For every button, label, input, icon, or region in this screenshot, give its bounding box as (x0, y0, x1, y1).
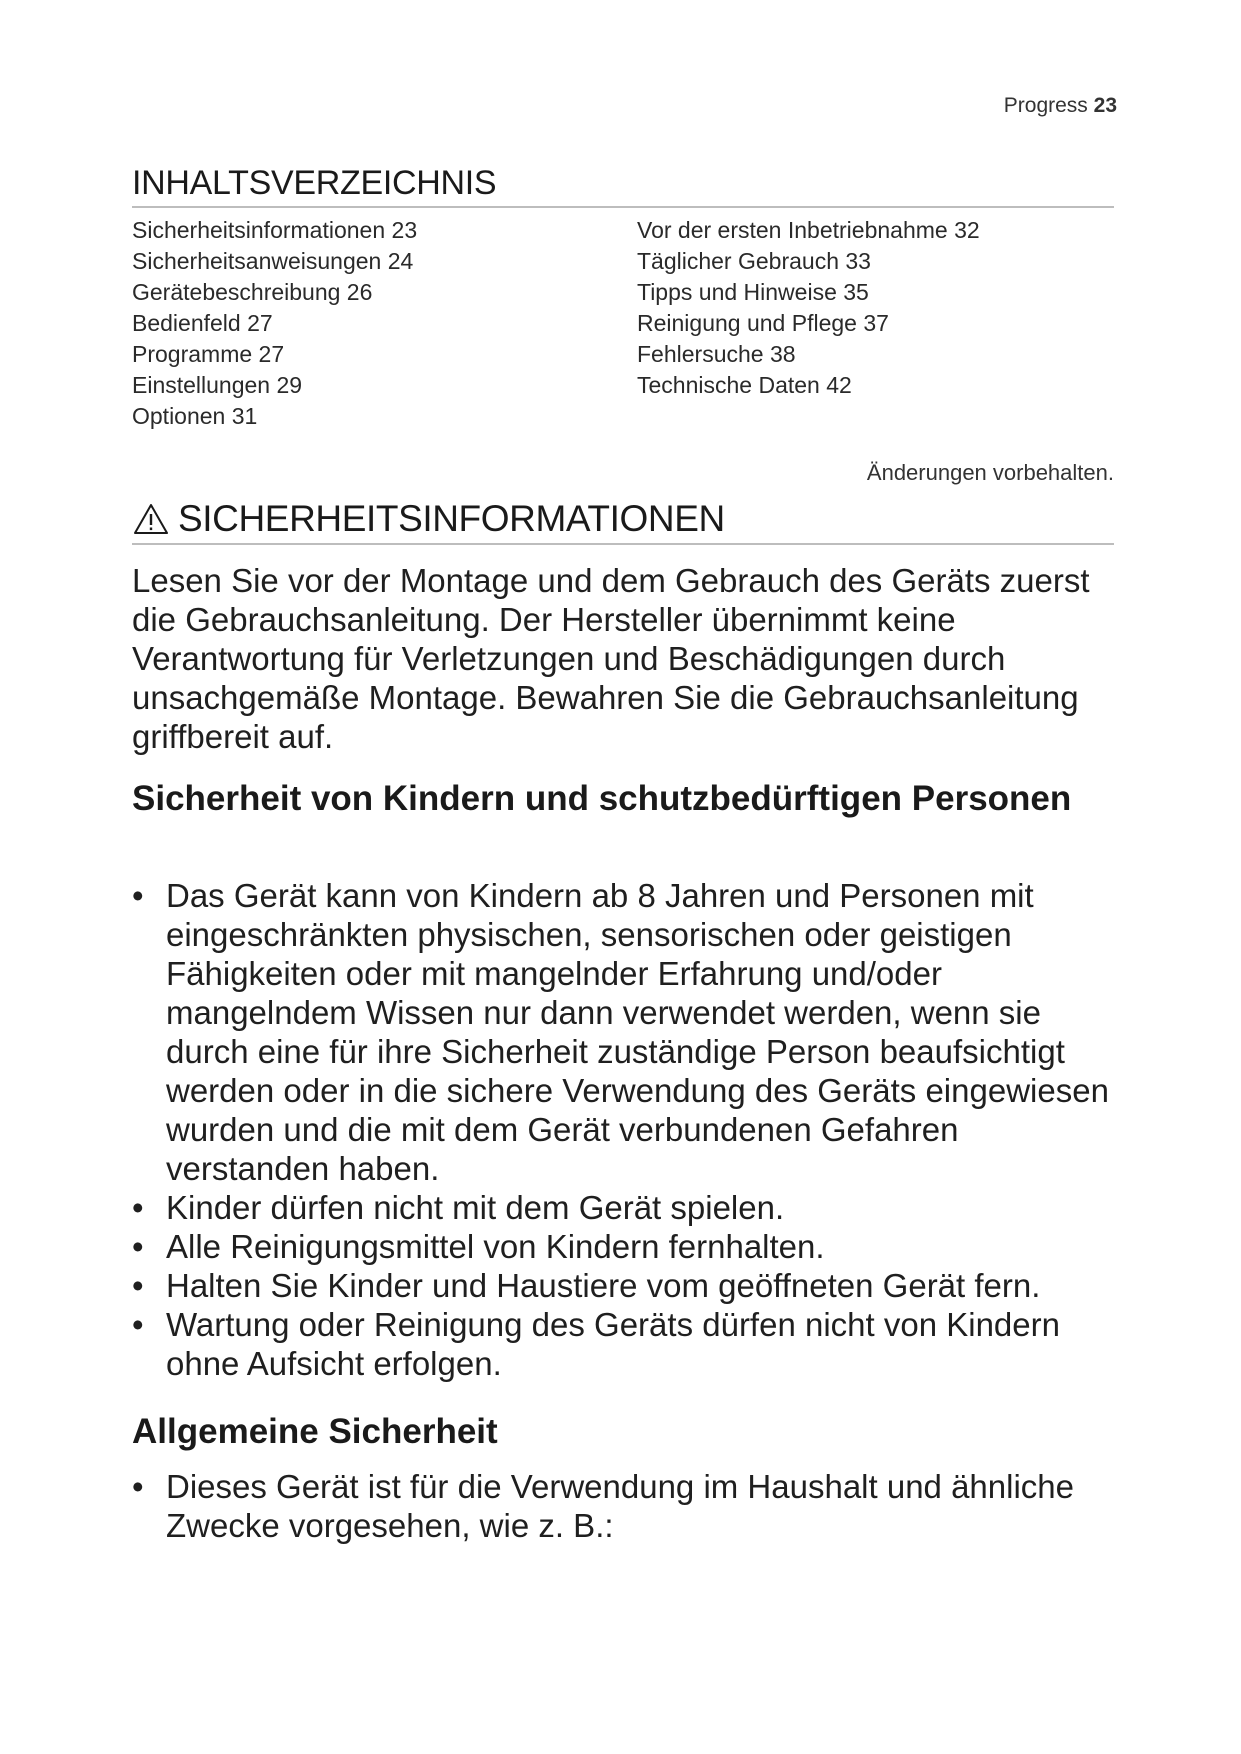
changes-note: Änderungen vorbehalten. (866, 460, 1114, 485)
list-item (132, 1467, 1122, 1545)
list-item-text: Dieses Gerät ist für die Verwendung im Haushalt und ähnliche Zwecke vorgesehen, wie z. B.: (166, 1468, 1074, 1544)
list-item-text: Alle Reinigungsmittel von Kindern fernhalten. (166, 1228, 825, 1265)
toc-entry[interactable]: Reinigung und Pflege 37 (637, 310, 889, 336)
list-item (132, 1266, 1122, 1305)
toc-entry[interactable]: Gerätebeschreibung 26 (132, 279, 373, 305)
list-item (132, 1227, 1122, 1266)
toc-column-right (637, 215, 980, 401)
intro-paragraph: Lesen Sie vor der Montage und dem Gebrauch des Geräts zuerst die Gebrauchsanleitung. Der Hersteller übernimmt keine Verantwortung für Verletzungen und Beschädigungen durch unsachgemäße Montage. Bewahren Sie die Gebrauchsanleitung griffbereit auf. (132, 562, 1090, 755)
list-item (132, 1305, 1122, 1383)
section-title (132, 498, 725, 540)
running-header (1004, 94, 1117, 118)
general-safety-heading: Allgemeine Sicherheit (132, 1412, 498, 1451)
toc-entry[interactable]: Fehlersuche 38 (637, 341, 796, 367)
bullet-dot: • (132, 1228, 144, 1265)
toc-entry[interactable]: Tipps und Hinweise 35 (637, 279, 869, 305)
toc-entry[interactable]: Programme 27 (132, 341, 285, 367)
general-safety-list (132, 1467, 1122, 1545)
bullet-dot: • (132, 1267, 144, 1304)
toc-entry[interactable]: Sicherheitsanweisungen 24 (132, 248, 414, 274)
section-rule (132, 543, 1114, 545)
bullet-dot: • (132, 877, 144, 914)
list-item-text: Das Gerät kann von Kindern ab 8 Jahren und Personen mit eingeschränkten physischen, sensorischen oder geistigen Fähigkeiten oder mit mangelnder Erfahrung und/oder mangelndem Wissen nur dann verwendet werden, wenn sie durch eine für ihre Sicherheit zuständige Person beaufsichtigt werden oder in die sichere Verwendung des Geräts eingewiesen wurden und die mit dem Gerät verbundenen Gefahren verstanden haben. (166, 877, 1109, 1187)
toc-entry[interactable]: Bedienfeld 27 (132, 310, 273, 336)
brand-name: Progress (1003, 94, 1088, 117)
list-item (132, 1188, 1122, 1227)
toc-rule (132, 206, 1114, 208)
toc-entry[interactable]: Sicherheitsinformationen 23 (132, 217, 418, 243)
list-item-text: Wartung oder Reinigung des Geräts dürfen nicht von Kindern ohne Aufsicht erfolgen. (166, 1306, 1060, 1382)
bullet-dot: • (132, 1468, 144, 1505)
toc-title: INHALTSVERZEICHNIS (132, 164, 497, 202)
toc-entry[interactable]: Technische Daten 42 (637, 372, 852, 398)
section-title-text: SICHERHEITSINFORMATIONEN (178, 498, 725, 539)
toc-column-left (132, 215, 417, 432)
toc-entry[interactable]: Einstellungen 29 (132, 372, 303, 398)
warning-triangle-icon (132, 502, 170, 536)
list-item-text: Kinder dürfen nicht mit dem Gerät spielen. (166, 1189, 785, 1226)
toc-entry[interactable]: Vor der ersten Inbetriebnahme 32 (637, 217, 980, 243)
bullet-dot: • (132, 1306, 144, 1343)
list-item-text: Halten Sie Kinder und Haustiere vom geöffneten Gerät fern. (166, 1267, 1041, 1304)
children-safety-list (132, 876, 1122, 1383)
bullet-dot: • (132, 1189, 144, 1226)
toc-entry[interactable]: Optionen 31 (132, 403, 258, 429)
children-safety-heading: Sicherheit von Kindern und schutzbedürftigen Personen (132, 779, 1072, 818)
page-number: 23 (1093, 94, 1117, 117)
toc-entry[interactable]: Täglicher Gebrauch 33 (637, 248, 871, 274)
list-item (132, 876, 1122, 1188)
